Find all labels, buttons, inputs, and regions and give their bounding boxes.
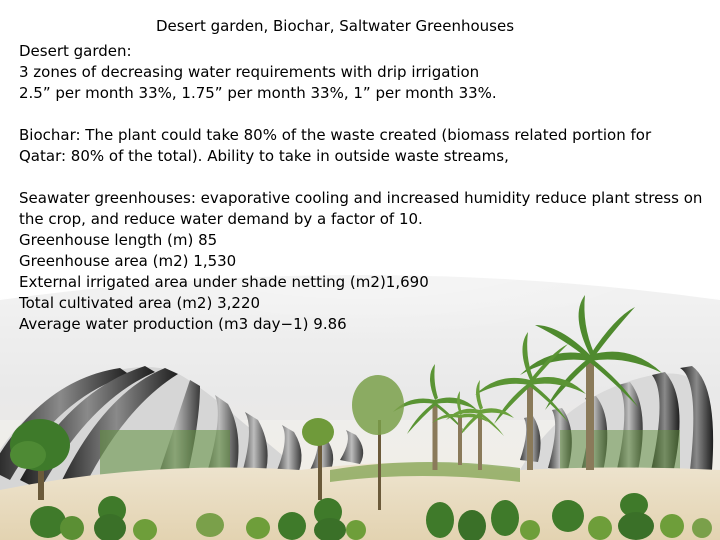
- stat-external-irrigated-area: External irrigated area under shade netting (m2)1,690: [19, 273, 429, 291]
- seawater-line-1: Seawater greenhouses: evaporative cooling and increased humidity reduce plant stress on: [19, 189, 703, 207]
- biochar-line-2: Qatar: 80% of the total). Ability to take in outside waste streams,: [19, 147, 509, 165]
- stat-average-water-production: Average water production (m3 day−1) 9.86: [19, 315, 347, 333]
- paragraph-gap: [19, 167, 713, 188]
- stat-greenhouse-length: Greenhouse length (m) 85: [19, 231, 218, 249]
- paragraph-gap: [19, 104, 713, 125]
- seawater-line-2: the crop, and reduce water demand by a factor of 10.: [19, 210, 423, 228]
- desert-garden-heading: Desert garden:: [19, 42, 132, 60]
- desert-garden-rates: 2.5” per month 33%, 1.75” per month 33%, 1” per month 33%.: [19, 84, 497, 102]
- stat-greenhouse-area: Greenhouse area (m2) 1,530: [19, 252, 237, 270]
- desert-garden-zones: 3 zones of decreasing water requirements with drip irrigation: [19, 63, 480, 81]
- stat-total-cultivated-area: Total cultivated area (m2) 3,220: [19, 294, 261, 312]
- slide-body: [19, 41, 713, 335]
- biochar-line-1: Biochar: The plant could take 80% of the waste created (biomass related portion for: [19, 126, 652, 144]
- slide-title: Desert garden, Biochar, Saltwater Greenhouses: [155, 17, 515, 35]
